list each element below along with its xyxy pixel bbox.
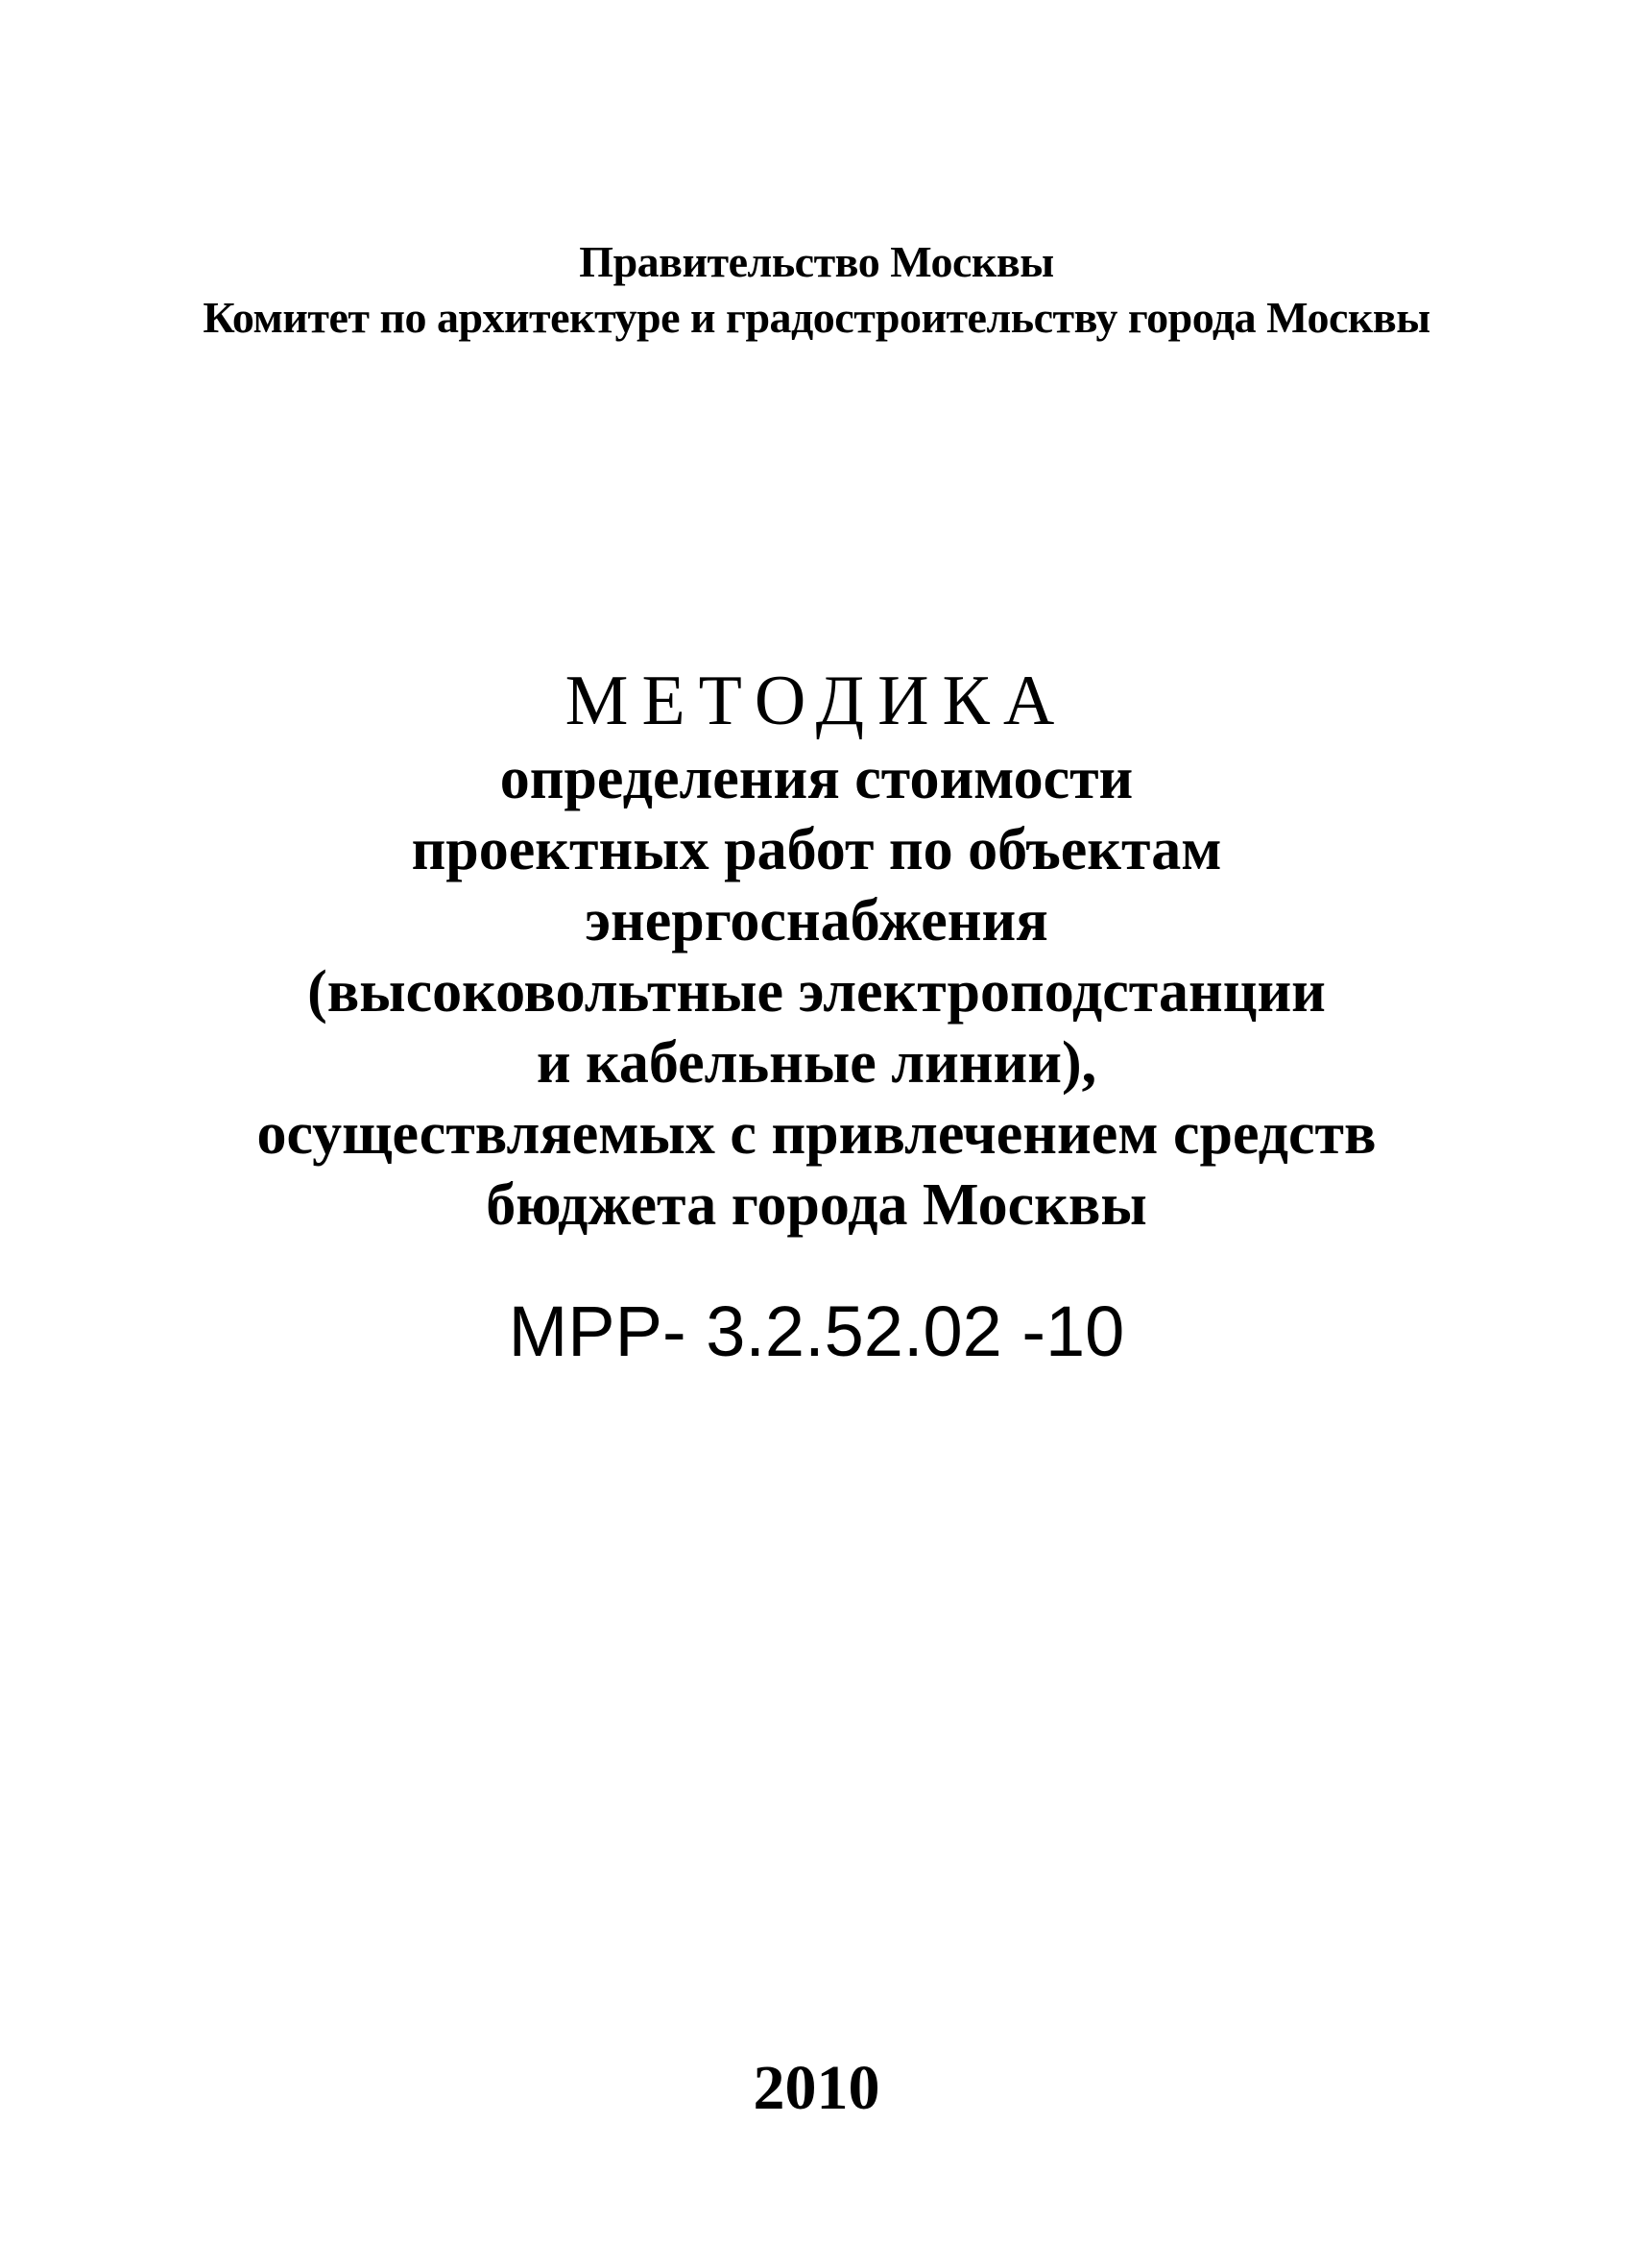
subtitle-line-1: определения стоимости (499, 746, 1134, 811)
subtitle-line-3: энергоснабжения (585, 888, 1048, 953)
subtitle-line-5: и кабельные линии), (536, 1030, 1097, 1096)
publication-year: 2010 (753, 2053, 880, 2123)
subtitle-line-6: осуществляемых с привлечением средств (256, 1101, 1377, 1167)
document-code: МРР- 3.2.52.02 -10 (508, 1291, 1125, 1371)
org-government: Правительство Москвы (579, 237, 1054, 286)
org-committee: Комитет по архитектуре и градостроительству города Москвы (203, 293, 1430, 342)
subtitle-line-4: (высоковольтные электроподстанции (307, 959, 1326, 1025)
subtitle-line-7: бюджета города Москвы (486, 1172, 1147, 1238)
subtitle-line-2: проектных работ по объектам (411, 817, 1222, 882)
document-title: МЕТОДИКА (564, 662, 1069, 740)
